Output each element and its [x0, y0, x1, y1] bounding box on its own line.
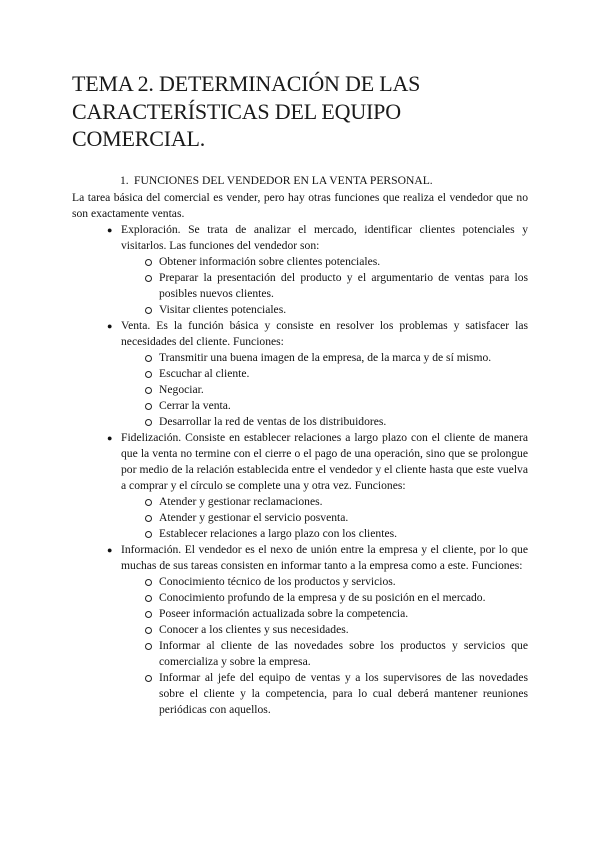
sub-item-text: Informar al jefe del equipo de ventas y a los supervisores de las novedades sobre el cliente y la competencia, para lo cual deberá mantener reuniones periódicas con aquellos. — [159, 670, 528, 716]
circle-bullet-icon — [145, 275, 152, 282]
section-heading-text: FUNCIONES DEL VENDEDOR EN LA VENTA PERSONAL. — [134, 173, 433, 187]
circle-bullet-icon — [145, 307, 152, 314]
section-number: 1. — [120, 173, 129, 187]
functions-list — [72, 222, 528, 718]
sub-item-text: Conocimiento profundo de la empresa y de su posición en el mercado. — [159, 590, 486, 604]
sub-item — [145, 398, 528, 414]
bullet-icon: ● — [107, 432, 113, 443]
sub-item-text: Preparar la presentación del producto y el argumentario de ventas para los posibles nuevos clientes. — [159, 270, 528, 300]
sub-item-text: Conocer a los clientes y sus necesidades. — [159, 622, 349, 636]
sub-item — [145, 574, 528, 590]
circle-bullet-icon — [145, 531, 152, 538]
sub-item — [145, 510, 528, 526]
sub-item-text: Escuchar al cliente. — [159, 366, 250, 380]
sub-item-text: Desarrollar la red de ventas de los distribuidores. — [159, 414, 387, 428]
document-title: TEMA 2. DETERMINACIÓN DE LAS CARACTERÍSTICAS DEL EQUIPO COMERCIAL. — [72, 71, 421, 151]
sub-item — [145, 350, 528, 366]
sub-item — [145, 670, 528, 718]
function-item — [107, 222, 528, 318]
sub-item-text: Establecer relaciones a largo plazo con los clientes. — [159, 526, 398, 540]
sub-item-text: Visitar clientes potenciales. — [159, 302, 287, 316]
sub-item — [145, 366, 528, 382]
section-heading — [72, 173, 528, 189]
sub-item-text: Transmitir una buena imagen de la empresa, de la marca y de sí mismo. — [159, 350, 492, 364]
sub-item-text: Conocimiento técnico de los productos y servicios. — [159, 574, 396, 588]
circle-bullet-icon — [145, 515, 152, 522]
circle-bullet-icon — [145, 611, 152, 618]
bullet-icon: ● — [107, 544, 113, 555]
circle-bullet-icon — [145, 403, 152, 410]
sub-item — [145, 526, 528, 542]
function-text: Exploración. Se trata de analizar el mercado, identificar clientes potenciales y visitarlos. Las funciones del vendedor son: — [121, 222, 528, 252]
circle-bullet-icon — [145, 675, 152, 682]
function-text: Venta. Es la función básica y consiste en resolver los problemas y satisfacer las necesidades del cliente. Funciones: — [121, 318, 528, 348]
sub-item-text: Informar al cliente de las novedades sobre los productos y servicios que comercializa y sobre la empresa. — [159, 638, 528, 668]
sub-list — [121, 494, 528, 542]
function-item — [107, 318, 528, 430]
function-item — [107, 542, 528, 718]
sub-item — [145, 590, 528, 606]
circle-bullet-icon — [145, 419, 152, 426]
sub-item-text: Poseer información actualizada sobre la competencia. — [159, 606, 409, 620]
sub-item — [145, 638, 528, 670]
circle-bullet-icon — [145, 355, 152, 362]
sub-list — [121, 350, 528, 430]
sub-item-text: Obtener información sobre clientes potenciales. — [159, 254, 381, 268]
sub-item-text: Atender y gestionar reclamaciones. — [159, 494, 323, 508]
circle-bullet-icon — [145, 499, 152, 506]
function-text: Fidelización. Consiste en establecer relaciones a largo plazo con el cliente de manera que la venta no termine con el cierre o el pago de una operación, sino que se prolongue por medio de la relación establecida entre el vendedor y el cliente hasta que este vuelva a comprar y el círculo se complete una y otra vez. Funciones: — [121, 430, 528, 492]
sub-item-text: Negociar. — [159, 382, 204, 396]
sub-item — [145, 414, 528, 430]
function-text: Información. El vendedor es el nexo de unión entre la empresa y el cliente, por lo que muchas de sus tareas consisten en informar tanto a la empresa como a este. Funciones: — [121, 542, 528, 572]
intro-paragraph: La tarea básica del comercial es vender, pero hay otras funciones que realiza el vendedor que no son exactamente ventas. — [72, 190, 528, 220]
sub-item — [145, 382, 528, 398]
sub-item — [145, 302, 528, 318]
sub-list — [121, 254, 528, 318]
sub-item — [145, 270, 528, 302]
sub-item — [145, 606, 528, 622]
bullet-icon: ● — [107, 224, 113, 235]
circle-bullet-icon — [145, 643, 152, 650]
circle-bullet-icon — [145, 595, 152, 602]
circle-bullet-icon — [145, 627, 152, 634]
sub-item — [145, 254, 528, 270]
sub-item-text: Cerrar la venta. — [159, 398, 231, 412]
function-item — [107, 430, 528, 542]
sub-item — [145, 622, 528, 638]
circle-bullet-icon — [145, 579, 152, 586]
sub-item-text: Atender y gestionar el servicio posventa. — [159, 510, 349, 524]
sub-list — [121, 574, 528, 718]
circle-bullet-icon — [145, 387, 152, 394]
circle-bullet-icon — [145, 259, 152, 266]
bullet-icon: ● — [107, 320, 113, 331]
circle-bullet-icon — [145, 371, 152, 378]
sub-item — [145, 494, 528, 510]
